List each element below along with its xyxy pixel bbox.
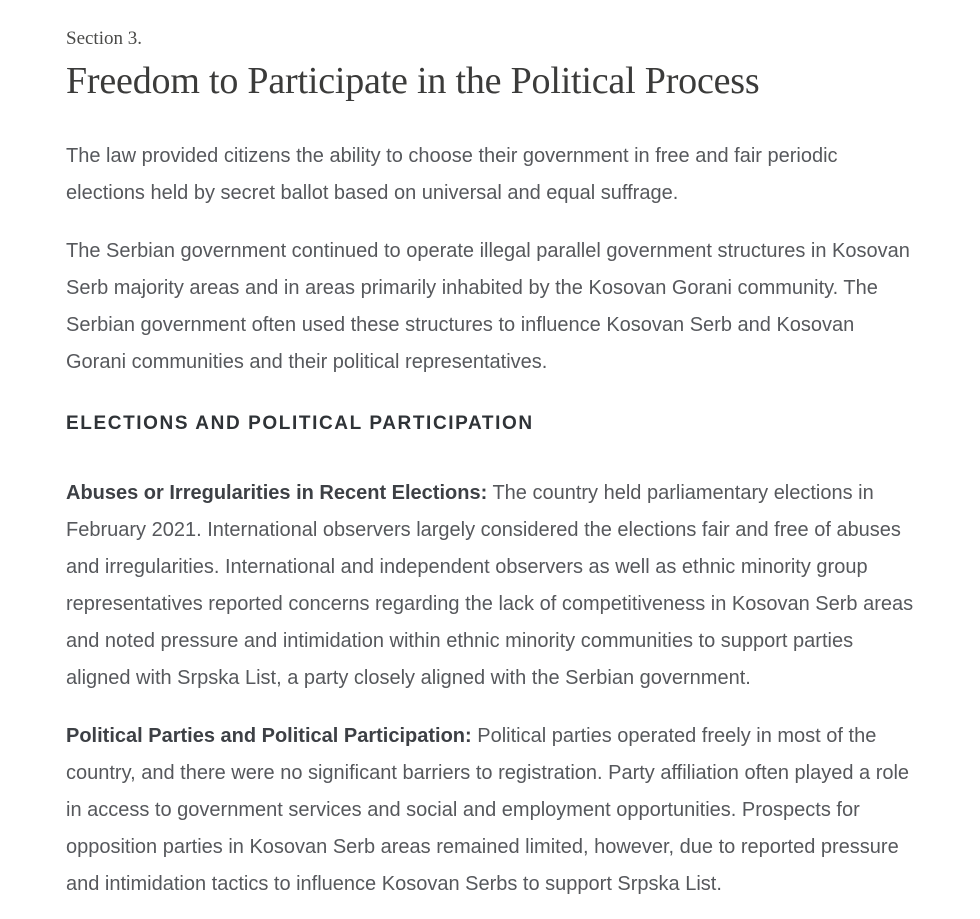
section-kicker: Section 3. — [66, 28, 142, 49]
paragraph-political-parties — [66, 718, 916, 903]
section-header — [66, 26, 916, 104]
page-title: Freedom to Participate in the Political Process — [66, 60, 760, 102]
paragraph-text: Political parties operated freely in most of the country, and there were no significant barriers to registration. Party affiliation often played a role in access to government services and social and employment opportunities. Prospects for opposition parties in Kosovan Serb areas remained limited, however, due to reported pressure and intimidation tactics to influence Kosovan Serbs to support Srpska List. — [66, 725, 910, 895]
paragraph-abuses-irregularities — [66, 475, 916, 697]
paragraph-text: The country held parliamentary elections in February 2021. International observers largely considered the elections fair and free of abuses and irregularities. International and independent observers as well as ethnic minority group representatives reported concerns regarding the lack of competitiveness in Kosovan Serb areas and noted pressure and intimidation within ethnic minority communities to support parties aligned with Srpska List, a party closely aligned with the Serbian government. — [66, 482, 914, 689]
paragraph-lead-abuses: Abuses or Irregularities in Recent Elections: — [66, 482, 488, 504]
paragraph-parallel-structures — [66, 233, 916, 381]
subsection-heading-elections-participation: ELECTIONS AND POLITICAL PARTICIPATION — [66, 413, 534, 434]
paragraph-law-elections — [66, 138, 916, 212]
paragraph-lead-political-parties: Political Parties and Political Participation: — [66, 725, 472, 747]
paragraph-text: The Serbian government continued to operate illegal parallel government structures in Kosovan Serb majority areas and in areas primarily inhabited by the Kosovan Gorani community. The Serbian government often used these structures to influence Kosovan Serb and Kosovan Gorani communities and their political representatives. — [66, 240, 910, 373]
paragraph-text: The law provided citizens the ability to choose their government in free and fair periodic elections held by secret ballot based on universal and equal suffrage. — [66, 145, 838, 204]
